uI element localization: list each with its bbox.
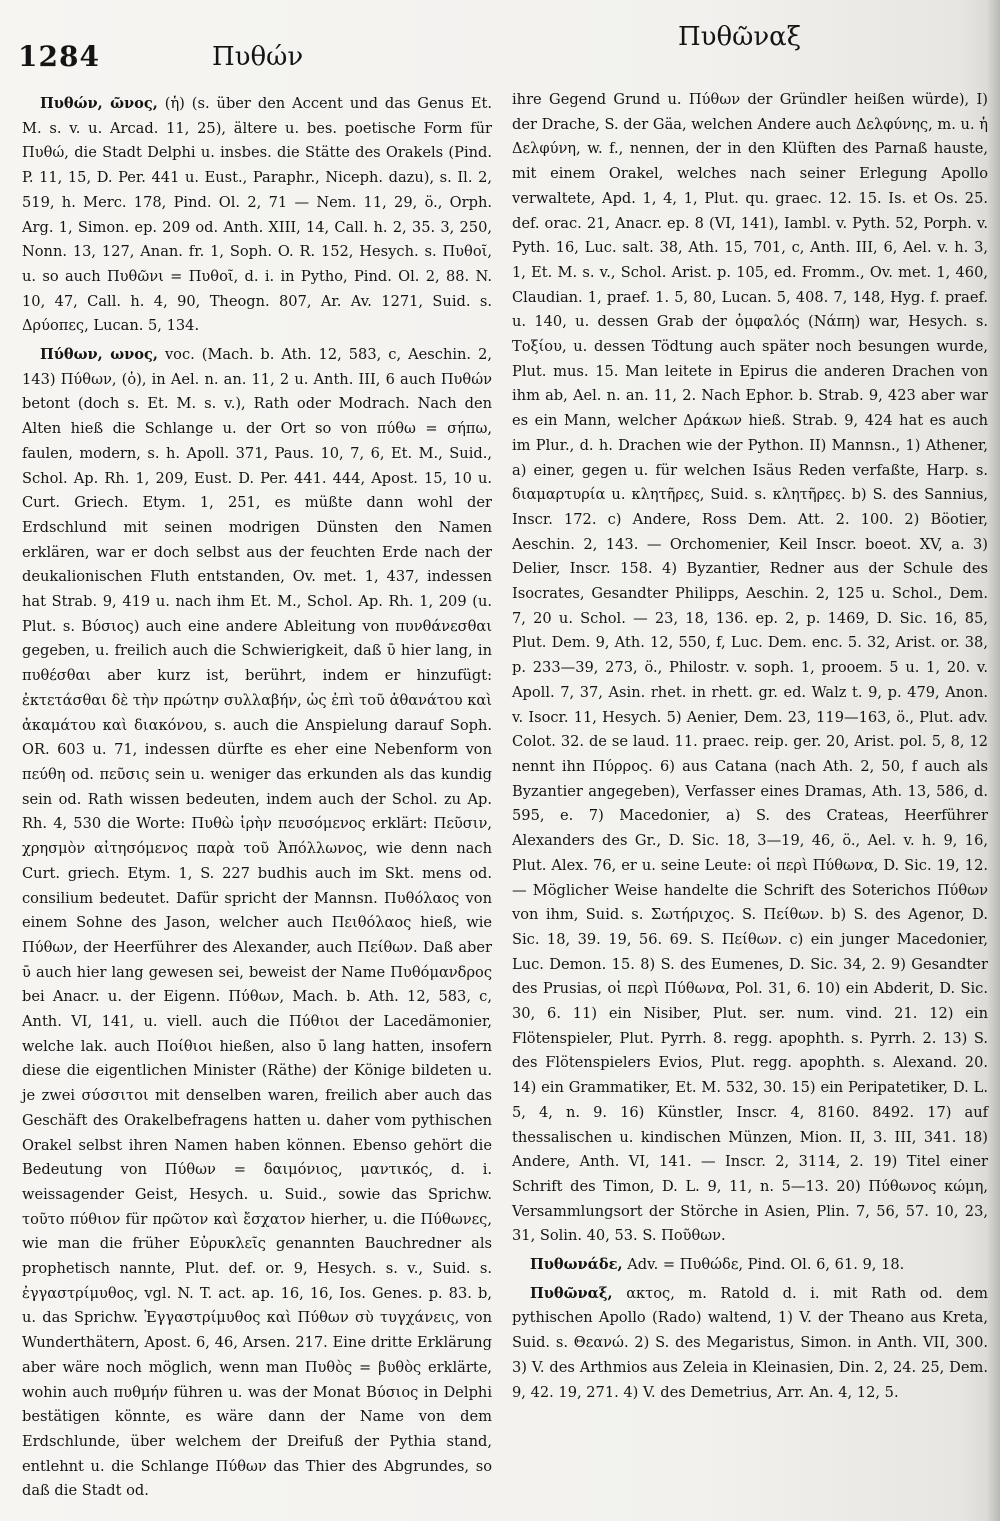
entry-headword: Πύθων, ωνος, xyxy=(40,346,158,364)
dictionary-entry xyxy=(22,92,492,339)
page-header xyxy=(0,10,1000,80)
dictionary-entry xyxy=(22,343,492,1504)
entry-headword: Πυθών, ῶνος, xyxy=(40,95,158,112)
dictionary-entry xyxy=(512,1253,988,1278)
left-column xyxy=(22,88,492,1504)
entry-continuation xyxy=(512,88,988,1249)
entry-text: Adv. = Πυθώδε, Pind. Ol. 6, 61. 9, 18. xyxy=(627,1256,905,1274)
entry-text: (ἡ) (s. über den Accent und das Genus Et. M. s. v. u. Arcad. 11, 25), ältere u. bes. poetische Form für Πυθώ, die Stadt Delphi u. insbes. die Stätte des Orakels (Pind. P. 11, 15, D. Per. 441 u. Eust., Paraphr., Niceph. dazu), s. Il. 2, 519, h. Merc. 178, Pind. Ol. 2, 71 — Nem. 11, 29, ö., Orph. Arg. 1, Simon. ep. 209 od. Anth. XIII, 14, Call. h. 2, 35. 3, 250, Nonn. 13, 127, Anan. fr. 1, Soph. O. R. 152, Hesych. s. Πυθοῖ, u. so auch Πυθῶνι = Πυθοῖ, d. i. in Pytho, Pind. Ol. 2, 88. N. 10, 47, Call. h. 4, 90, Theogn. 807, Ar. Av. 1271, Suid. s. Δρύοπες, Lucan. 5, 134. xyxy=(22,95,492,335)
right-column xyxy=(512,88,988,1405)
entry-text: voc. (Mach. b. Ath. 12, 583, c, Aeschin. 2, 143) Πύθων, (ὁ), in Ael. n. an. 11, 2 u. Anth. III, 6 auch Πυθών betont (doch s. Et. M. s. v.), Rath oder Modrach. Nach den Alten hieß die Schlange u. der Ort so von πύθω = σήπω, faulen, modern, s. h. Apoll. 371, Paus. 10, 7, 6, Et. M., Suid., Schol. Ap. Rh. 1, 209, Eust. D. Per. 441. 444, Apost. 15, 10 u. Curt. Griech. Etym. 1, 251, es müßte dann wohl der Erdschlund mit seinen modrigen Dünsten den Namen erklären, war er doch selbst aus der feuchten Erde nach der deukalionischen Fluth entstanden, Ov. met. 1, 437, indessen hat Strab. 9, 419 u. nach ihm Et. M., Schol. Ap. Rh. 1, 209 (u. Plut. s. Βύσιος) auch eine andere Ableitung von πυνθάνεσθαι gegeben, u. freilich auch die Schwierigkeit, daß ῡ hier lang, in πυθέσθαι aber kurz ist, berührt, indem er hinzufügt: ἐκτετάσθαι δὲ τὴν πρώτην συλλαβήν, ὡς ἐπὶ τοῦ ἀθανάτου καὶ ἀκαμάτου καὶ διακόνου, s. auch die Anspielung darauf Soph. OR. 603 u. 71, indessen dürfte es eher eine Nebenform von πεύθη od. πεῦσις sein u. weniger das erkunden als das kundig sein od. Rath wissen bedeuten, indem auch der Schol. zu Ap. Rh. 4, 530 die Worte: Πυθὼ ἱρὴν πευσόμενος erklärt: Πεῦσιν, χρησμὸν αἰτησόμενος παρὰ τοῦ Ἀπόλλωνος, wie denn nach Curt. griech. Etym. 1, S. 227 budhis auch im Skt. mens od. consilium bedeutet. Dafür spricht der Mannsn. Πυθόλαος von einem Sohne des Jason, welcher auch Πειθόλαος hieß, wie Πύθων, der Heerführer des Alexander, auch Πείθων. Daß aber ῡ auch hier lang gewesen sei, beweist der Name Πυθόμανδρος bei Anacr. u. der Eigenn. Πύθων, Mach. b. Ath. 12, 583, c, Anth. VI, 141, u. viell. auch die Πύθιοι der Lacedämonier, welche lak. auch Ποίθιοι hießen, also ῡ lang hatten, insofern diese die eigentlichen Minister (Räthe) der Könige bildeten u. je zwei σύσσιτοι mit denselben waren, freilich aber auch das Geschäft des Orakelbefragens hatten u. daher vom pythischen Orakel selbst ihren Namen haben können. Ebenso gehört die Bedeutung von Πύθων = δαιμόνιος, μαντικός, d. i. weissagender Geist, Hesych. u. Suid., sowie das Sprichw. τοῦτο πύθιον für πρῶτον καὶ ἔσχατον hierher, u. die Πύθωνες, wie man die früher Εὐρυκλεῖς genannten Bauchredner als prophetisch nannte, Plut. def. or. 9, Hesych. s. v., Suid. s. ἐγγαστρίμυθος, vgl. N. T. act. ap. 16, 16, Ios. Genes. p. 83. b, u. das Sprichw. Ἐγγαστρίμυθος καὶ Πύθων σὺ τυγχάνεις, von Wunderthätern, Apost. 6, 46, Arsen. 217. Eine dritte Erklärung aber wäre noch möglich, wenn man Πυθὸς = βυθὸς erklärte, wohin auch πυθμήν führen u. was der Monat Βύσιος in Delphi bestätigen könnte, es wäre dann der Name von dem Erdschlunde, über welchem der Dreifuß der Pythia stand, entlehnt u. die Schlange Πύθων das Thier des Abgrundes, so daß die Stadt od. xyxy=(22,346,492,1500)
running-headword-right: Πυθῶναξ xyxy=(678,22,802,52)
dictionary-entry xyxy=(512,1282,988,1406)
entry-headword: Πυθῶναξ, xyxy=(530,1284,613,1302)
entry-text: ihre Gegend Grund u. Πύθων der Gründler heißen würde), I) der Drache, S. der Gäa, welchen Andere auch Δελφύνης, m. u. ἡ Δελφύνη, w. f., nennen, der in den Klüften des Parnaß hauste, mit einem Orakel, welches nach seiner Erlegung Apollo verwaltete, Apd. 1, 4, 1, Plut. qu. graec. 12. 15. Is. et Os. 25. def. orac. 21, Anacr. ep. 8 (VI, 141), Iambl. v. Pyth. 52, Porph. v. Pyth. 16, Luc. salt. 38, Ath. 15, 701, c, Anth. III, 6, Ael. v. h. 3, 1, Et. M. s. v., Schol. Arist. p. 105, ed. Fromm., Ov. met. 1, 460, Claudian. 1, praef. 1. 5, 80, Lucan. 5, 408. 7, 148, Hyg. f. praef. u. 140, u. dessen Grab der ὀμφαλός (Νάπη) war, Hesych. s. Τοξίου, u. dessen Tödtung auch später noch besungen wurde, Plut. mus. 15. Man leitete in Epirus die anderen Drachen von ihm ab, Ael. n. an. 11, 2. Nach Ephor. b. Strab. 9, 423 aber war es ein Mann, welcher Δράκων hieß. Strab. 9, 424 hat es auch im Plur., d. h. Drachen wie der Python. II) Mannsn., 1) Athener, a) einer, gegen u. für welchen Isäus Reden verfaßte, Harp. s. διαμαρτυρία u. κλητῆρες, Suid. s. κλητῆρες. b) S. des Sannius, Inscr. 172. c) Andere, Ross Dem. Att. 2. 100. 2) Böotier, Aeschin. 2, 143. — Orchomenier, Keil Inscr. boeot. XV, a. 3) Delier, Inscr. 158. 4) Byzantier, Redner aus der Schule des Isocrates, Gesandter Philipps, Aeschin. 2, 125 u. Schol., Dem. 7, 20 u. Schol. — 23, 18, 136. ep. 2, p. 1469, D. Sic. 16, 85, Plut. Dem. 9, Ath. 12, 550, f, Luc. Dem. enc. 5. 32, Arist. or. 38, p. 233—39, 273, ö., Philostr. v. soph. 1, prooem. 5 u. 1, 20. v. Apoll. 7, 37, Asin. rhet. in rhett. gr. ed. Walz t. 9, p. 479, Anon. v. Isocr. 11, Hesych. 5) Aenier, Dem. 23, 119—163, ö., Plut. adv. Colot. 32. de se laud. 11. praec. reip. ger. 20, Arist. pol. 5, 8, 12 nennt ihn Πύρρος. 6) aus Catana (nach Ath. 2, 50, f auch als Byzantier angegeben), Verfasser eines Dramas, Ath. 13, 586, d. 595, e. 7) Macedonier, a) S. des Crateas, Heerführer Alexanders des Gr., D. Sic. 18, 3—19, 46, ö., Ael. v. h. 9, 16, Plut. Alex. 76, er u. seine Leute: οἱ περὶ Πύθωνα, D. Sic. 19, 12. — Möglicher Weise handelte die Schrift des Soterichos Πύθων von ihm, Suid. s. Σωτήριχος. S. Πείθων. b) S. des Agenor, D. Sic. 18, 39. 19, 56. 69. S. Πείθων. c) ein junger Macedonier, Luc. Demon. 15. 8) S. des Eumenes, D. Sic. 34, 2. 9) Gesandter des Prusias, οἱ περὶ Πύθωνα, Pol. 31, 6. 10) ein Abderit, D. Sic. 30, 6. 11) ein Nisiber, Plut. ser. num. vind. 21. 12) ein Flötenspieler, Plut. Pyrrh. 8. regg. apophth. s. Pyrrh. 2. 13) S. des Flötenspielers Evios, Plut. regg. apophth. s. Alexand. 20. 14) ein Grammatiker, Et. M. 532, 30. 15) ein Peripatetiker, D. L. 5, 4, n. 9. 16) Künstler, Inscr. 4, 8160. 8492. 17) auf thessalischen u. kindischen Münzen, Mion. II, 3. III, 341. 18) Andere, Anth. VI, 141. — Inscr. 2, 3114, 2. 19) Titel einer Schrift des Timon, D. L. 9, 11, n. 5—13. 20) Πύθωνος κώμη, Versammlungsort der Störche in Asien, Plin. 7, 56, 57. 10, 23, 31, Solin. 40, 53. S. Ποῦθων. xyxy=(512,91,988,1245)
page-number: 1284 xyxy=(18,40,100,73)
page-edge-shadow xyxy=(988,0,1000,1521)
running-headword-left: Πυθών xyxy=(212,42,304,72)
entry-headword: Πυθωνάδε, xyxy=(530,1256,623,1274)
entry-text: ακτος, m. Ratold d. i. mit Rath od. dem pythischen Apollo (Rado) waltend, 1) V. der Theano aus Kreta, Suid. s. Θεανώ. 2) S. des Megaristus, Simon. in Anth. VII, 300. 3) V. des Arthmios aus Zeleia in Kleinasien, Din. 2, 24. 25, Dem. 9, 42. 19, 271. 4) V. des Demetrius, Arr. An. 4, 12, 5. xyxy=(512,1284,988,1401)
